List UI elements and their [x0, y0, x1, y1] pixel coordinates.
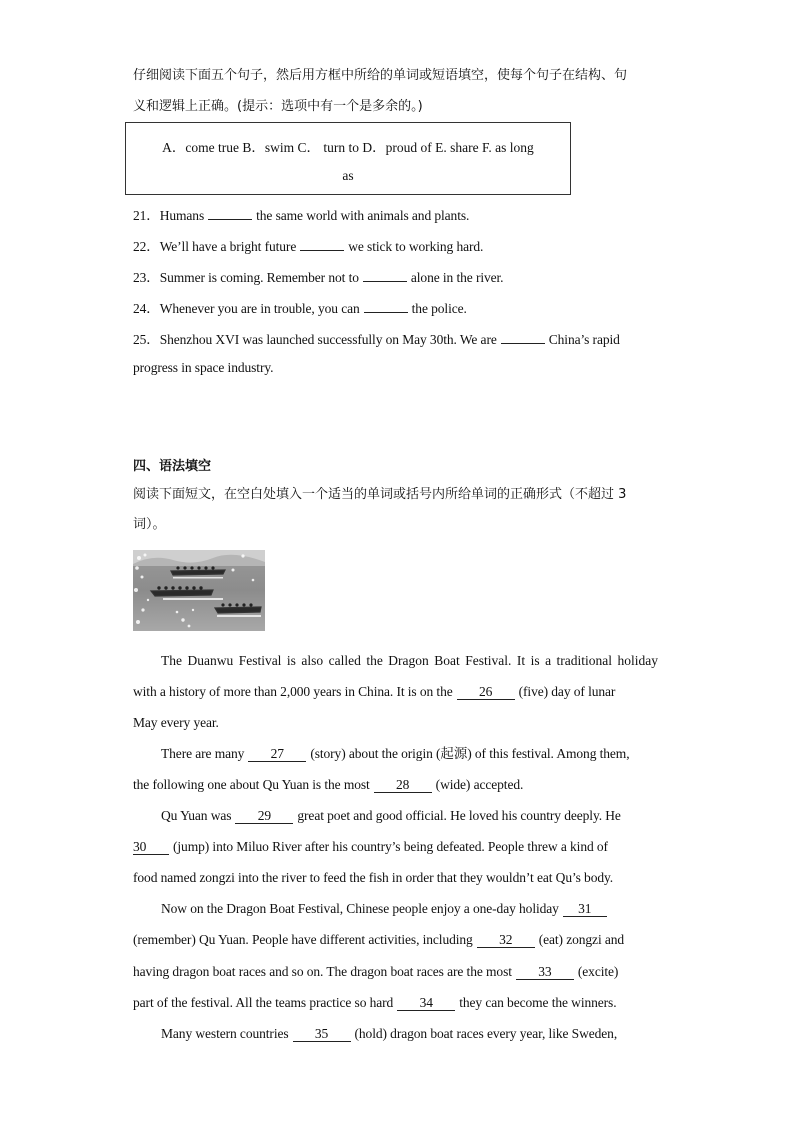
passage-line — [161, 745, 630, 763]
question-number: 24． — [133, 301, 160, 316]
passage-text: Qu Yuan was — [161, 808, 232, 823]
passage-paragraph-1 — [133, 652, 658, 670]
passage-text: Now on the Dragon Boat Festival, Chinese people enjoy a one-day holiday — [161, 901, 559, 916]
blank-33[interactable]: 33 — [516, 964, 574, 980]
passage-text: (jump) into Miluo River after his country’s being defeated. People threw a kind of — [173, 839, 608, 854]
question-text: China’s rapid — [548, 332, 620, 347]
passage-text: great poet and good official. He loved his country deeply. He — [297, 808, 621, 823]
question-24 — [133, 297, 467, 318]
passage-text: they can become the winners. — [459, 995, 617, 1010]
passage-text: (five) day of lunar — [518, 684, 616, 699]
passage-text: Many western countries — [161, 1026, 289, 1041]
question-text: the police. — [411, 301, 467, 316]
passage-text: with a history of more than 2,000 years in China. It is on the — [133, 684, 453, 699]
passage-text: There are many — [161, 746, 245, 761]
passage-text: (hold) dragon boat races every year, like Sweden, — [354, 1026, 618, 1041]
answer-blank[interactable] — [300, 235, 344, 251]
question-text: we stick to working hard. — [348, 239, 484, 254]
blank-28[interactable]: 28 — [374, 777, 432, 793]
answer-blank[interactable] — [501, 328, 545, 344]
options-line-1: A．come true B．swim C． turn to D．proud of E. share F. as long — [162, 140, 534, 155]
blank-31[interactable]: 31 — [563, 901, 607, 917]
passage-text: (story) about the origin (起源) of this festival. Among them, — [310, 746, 630, 761]
answer-blank[interactable] — [363, 266, 407, 282]
passage-line — [133, 994, 616, 1012]
passage-text: (eat) zongzi and — [538, 932, 625, 947]
blank-35[interactable]: 35 — [293, 1026, 351, 1042]
question-text: Shenzhou XVI was launched successfully on May 30th. We are — [159, 332, 497, 347]
blank-27[interactable]: 27 — [248, 746, 306, 762]
blank-30[interactable]: 30 — [133, 839, 169, 855]
question-22 — [133, 235, 483, 256]
section-instruction-2: 词）。 — [133, 517, 166, 532]
options-line-2: as — [342, 168, 354, 183]
section-heading: 四、语法填空 — [133, 459, 212, 474]
question-number: 22． — [133, 239, 160, 254]
question-text: the same world with animals and plants. — [256, 208, 470, 223]
instruction-line-1: 仔细阅读下面五个句子，然后用方框中所给的单词或短语填空，使每个句子在结构、句 — [133, 68, 628, 83]
passage-line — [133, 683, 615, 701]
section-instruction-1: 阅读下面短文，在空白处填入一个适当的单词或括号内所给单词的正确形式（不超过 3 — [133, 487, 627, 502]
question-text: alone in the river. — [410, 270, 504, 285]
passage-text: having dragon boat races and so on. The dragon boat races are the most — [133, 964, 512, 979]
question-text: Summer is coming. Remember not to — [159, 270, 359, 285]
question-text: Humans — [159, 208, 205, 223]
question-number: 21． — [133, 208, 160, 223]
question-25 — [133, 328, 620, 349]
question-number: 23． — [133, 270, 160, 285]
passage-text: (wide) accepted. — [435, 777, 524, 792]
question-21 — [133, 204, 469, 225]
passage-line — [133, 931, 624, 949]
passage-line — [161, 900, 611, 918]
question-text: We’ll have a bright future — [159, 239, 297, 254]
question-25-continued: progress in space industry. — [133, 360, 274, 375]
blank-29[interactable]: 29 — [235, 808, 293, 824]
passage-line: May every year. — [133, 715, 219, 730]
question-text: Whenever you are in trouble, you can — [159, 301, 360, 316]
passage-text: (excite) — [577, 964, 619, 979]
passage-text: (remember) Qu Yuan. People have different activities, including — [133, 932, 473, 947]
instruction-line-2: 义和逻辑上正确。(提示：选项中有一个是多余的。) — [133, 99, 423, 114]
passage-line — [161, 807, 621, 825]
passage-line: food named zongzi into the river to feed the fish in order that they wouldn’t eat Qu’s body. — [133, 870, 614, 885]
passage-line — [161, 1025, 617, 1043]
passage-line — [133, 838, 608, 856]
question-number: 25． — [133, 332, 160, 347]
passage-line — [133, 963, 618, 981]
passage-text: part of the festival. All the teams practice so hard — [133, 995, 394, 1010]
passage-line — [133, 776, 523, 794]
blank-34[interactable]: 34 — [397, 995, 455, 1011]
passage-text: the following one about Qu Yuan is the most — [133, 777, 370, 792]
blank-26[interactable]: 26 — [457, 684, 515, 700]
passage-line: The Duanwu Festival is also called the Dragon Boat Festival. It is a traditional holiday — [161, 653, 658, 668]
answer-blank[interactable] — [208, 204, 252, 220]
options-box — [125, 122, 571, 195]
blank-32[interactable]: 32 — [477, 932, 535, 948]
dragon-boat-photo — [133, 550, 265, 631]
answer-blank[interactable] — [364, 297, 408, 313]
question-23 — [133, 266, 503, 287]
